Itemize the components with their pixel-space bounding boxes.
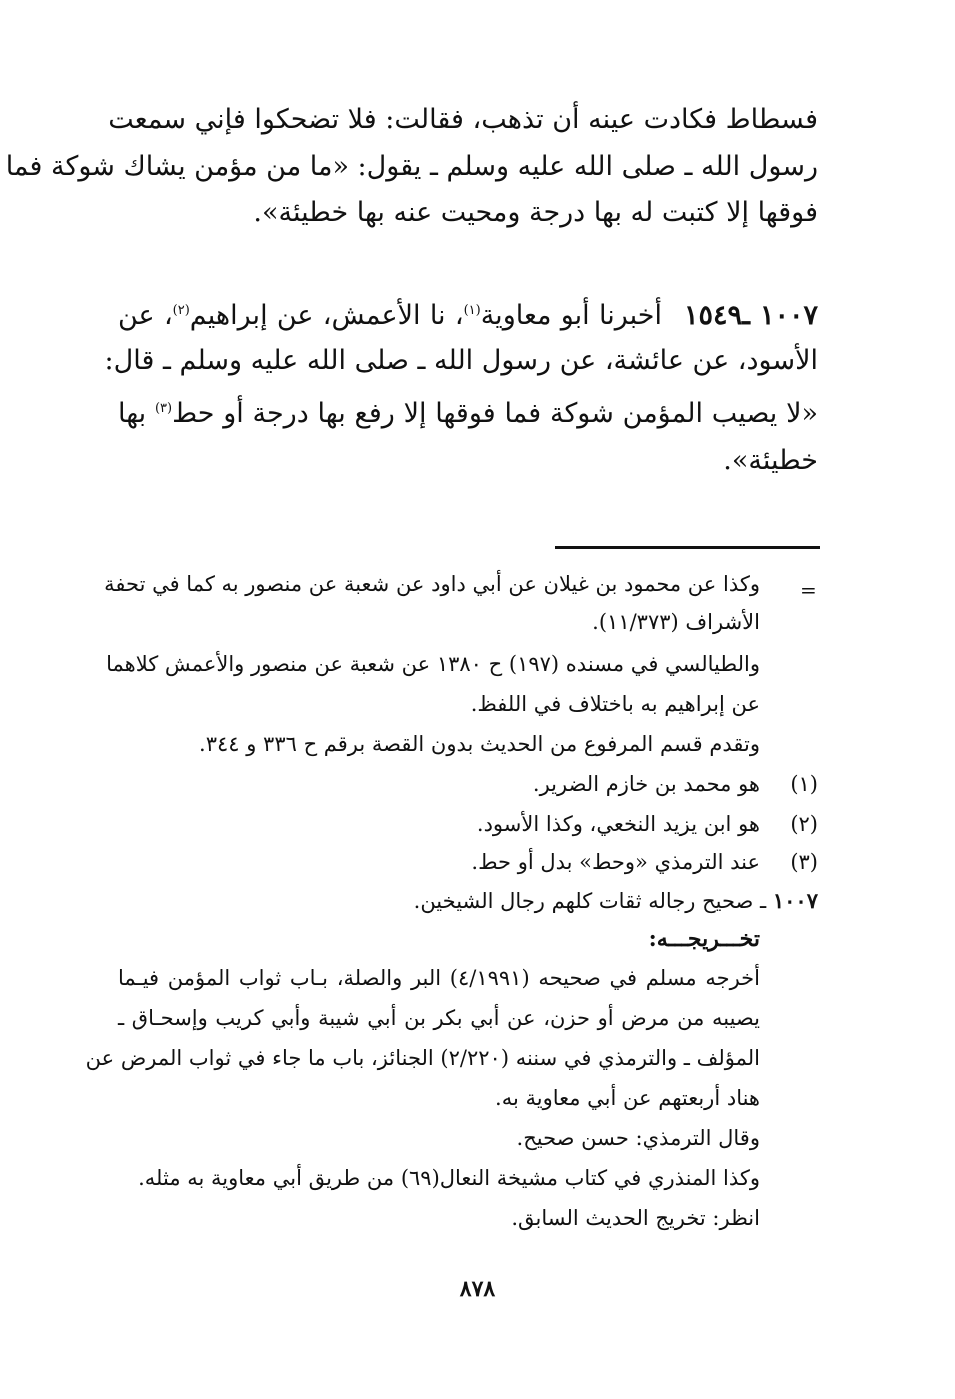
footnote-ref-1: (١) (463, 303, 481, 318)
takhrij-line-1: أخرجه مسلم في صحيحه (٤/١٩٩١) البر والصلة، بـاب ثواب المؤمن فيـما (118, 966, 761, 990)
main-text-line-3: فوقها إلا كتبت له بها درجة ومحيت عنه بها خطيئة». (253, 197, 818, 228)
hadith-number: ١٠٠٧ ـ١٥٤٩ (683, 300, 818, 331)
hadith-text-c: ، عن (118, 300, 173, 331)
hadith-text-b: ، نا الأعمش، عن إبراهيم (189, 300, 464, 331)
footnote-ref-2: (٢) (172, 303, 190, 318)
page-number: ٨٧٨ (459, 1276, 496, 1302)
hadith-line-3 (118, 398, 818, 429)
takhrij-line-5: وقال الترمذي: حسن صحيح. (516, 1126, 760, 1150)
footnote-continuation-line-2: الأشراف (١١/٣٧٣). (592, 610, 760, 634)
footnote-text-3: عند الترمذي «وحط» بدل أو حط. (471, 850, 760, 874)
footnote-number-1: (١) (790, 772, 818, 796)
hadith-matn-b: بها (118, 398, 155, 429)
takhrij-line-3: المؤلف ـ والترمذي في سننه (٢/٢٢٠) الجنائز، باب ما جاء في ثواب المرض عن (85, 1046, 760, 1070)
footnote-continuation-line-5: وتقدم قسم المرفوع من الحديث بدون القصة برقم ح ٣٣٦ و ٣٤٤. (199, 732, 760, 756)
takhrij-line-4: هناد أربعتهم عن أبي معاوية به. (495, 1086, 760, 1110)
footnote-ref-3: (٣) (154, 401, 173, 416)
hadith-text-a: أخبرنا أبو معاوية (480, 300, 662, 331)
footnote-text-2: هو ابن يزيد النخعي، وكذا الأسود. (476, 812, 760, 836)
takhrij-line-6: وكذا المنذري في كتاب مشيخة النعال(٦٩) من طريق أبي معاوية به مثله. (138, 1166, 760, 1190)
main-text-line-2: رسول الله ـ صلى الله عليه وسلم ـ يقول: «ما من مؤمن يشاك شوكة فما (5, 151, 818, 182)
takhrij-heading: تخـــريجـــه: (648, 926, 760, 952)
grading-line (414, 888, 818, 913)
hadith-matn-a: «لا يصيب المؤمن شوكة فما فوقها إلا رفع بها درجة أو حط (172, 398, 818, 429)
takhrij-line-2: يصيبه من مرض أو حزن، عن أبي بكر بن أبي شيبة وأبي كريب وإسحـاق ـ (118, 1006, 760, 1030)
grading-text: ـ صحيح رجاله ثقات كلهم رجال الشيخين. (413, 889, 767, 913)
footnote-continuation-line-1: وكذا عن محمود بن غيلان عن أبي داود عن شعبة عن منصور به كما في تحفة (104, 572, 760, 596)
hadith-line-1 (118, 300, 818, 331)
continuation-mark: = (800, 578, 817, 602)
main-text-line-1: فسطاط فكادت عينه أن تذهب، فقالت: فلا تضحكوا فإني سمعت (108, 104, 818, 135)
hadith-line-4: خطيئة». (723, 445, 818, 476)
footnote-number-2: (٢) (790, 812, 818, 836)
footnote-text-1: هو محمد بن خازم الضرير. (532, 772, 760, 796)
takhrij-line-7: انظر: تخريج الحديث السابق. (511, 1206, 760, 1230)
footnote-continuation-line-4: عن إبراهيم به باختلاف في اللفظ. (470, 692, 760, 716)
grading-number: ١٠٠٧ (772, 888, 818, 913)
hadith-line-2: الأسود، عن عائشة، عن رسول الله ـ صلى الله عليه وسلم ـ قال: (104, 345, 818, 376)
footnote-separator (555, 546, 820, 549)
footnote-continuation-line-3: والطيالسي في مسنده (١٩٧) ح ١٣٨٠ عن شعبة عن منصور والأعمش كلاهما (106, 652, 760, 676)
footnote-number-3: (٣) (790, 850, 818, 874)
